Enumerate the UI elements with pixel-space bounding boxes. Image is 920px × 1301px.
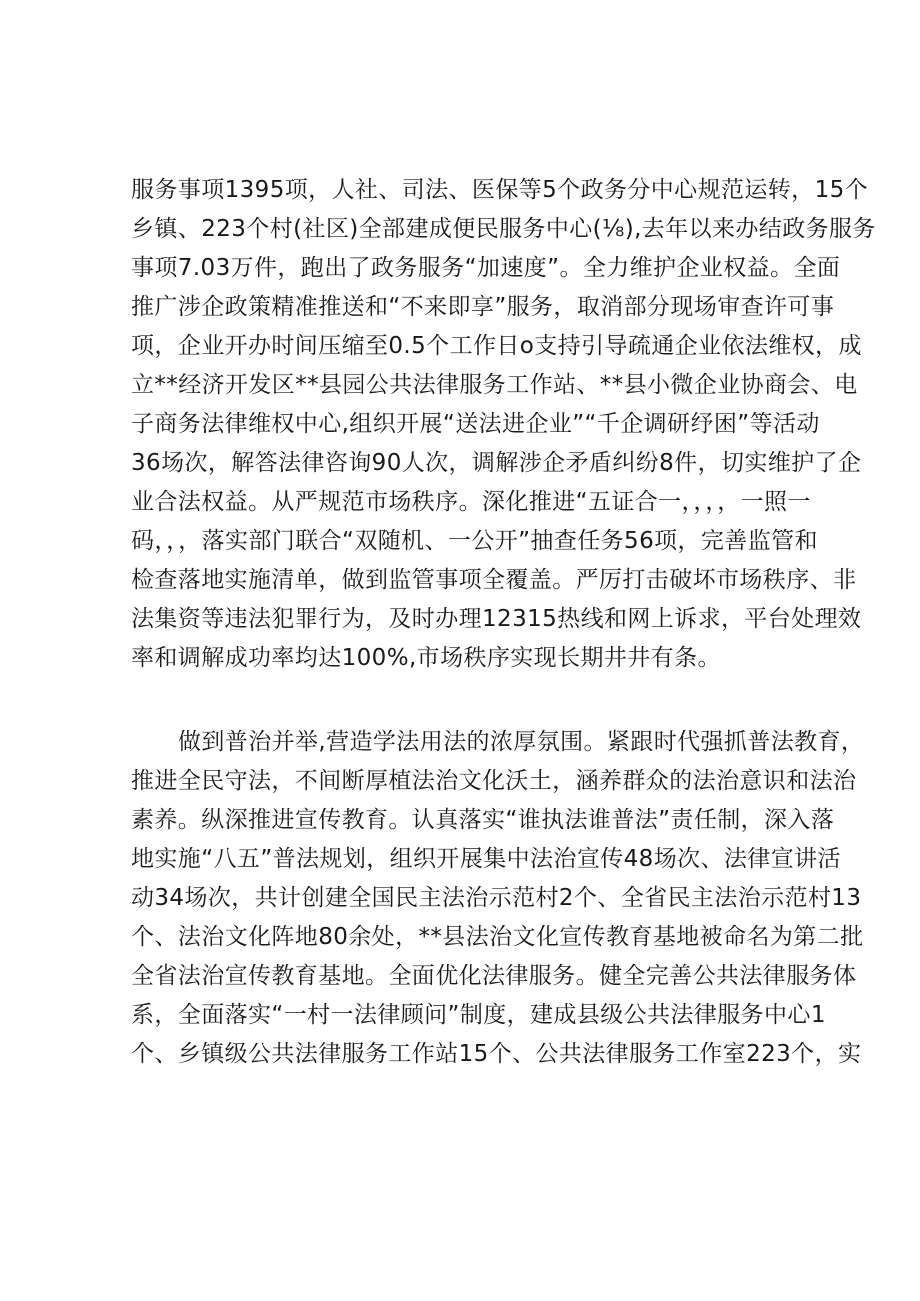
paragraph-1-line-7: 子商务法律维权中心,组织开展“送法进企业”“千企调研纾困”等活动 <box>131 411 820 437</box>
paragraph-1-line-12: 法集资等违法犯罪行为，及时办理12315热线和网上诉求，平台处理效 <box>131 606 862 632</box>
paragraph-2-line-6: 个、法治文化阵地80余处，**县法治文化宣传教育基地被命名为第二批 <box>131 924 864 950</box>
paragraph-2-line-3: 素养。纵深推进宣传教育。认真落实“谁执法谁普法”责任制，深入落 <box>131 807 835 833</box>
paragraph-1-line-1: 服务事项1395项，人社、司法、医保等5个政务分中心规范运转，15个 <box>131 177 869 203</box>
paragraph-1-line-6: 立**经济开发区**县园公共法律服务工作站、**县小微企业协商会、电 <box>131 372 858 398</box>
paragraph-1-line-10: 码，，，落实部门联合“双随机、一公开”抽查任务56项，完善监管和 <box>131 528 818 554</box>
paragraph-2-line-4: 地实施“八五”普法规划，组织开展集中法治宣传48场次、法律宣讲活 <box>131 846 841 872</box>
paragraph-1-line-13: 率和调解成功率均达100%,市场秩序实现长期井井有条。 <box>131 645 721 671</box>
paragraph-2-line-1: 做到普治并举,营造学法用法的浓厚氛围。紧跟时代强抓普法教育， <box>178 729 865 755</box>
paragraph-1-line-9: 业合法权益。从严规范市场秩序。深化推进“五证合一，，，，一照一 <box>131 489 811 515</box>
paragraph-2-line-5: 动34场次，共计创建全国民主法治示范村2个、全省民主法治示范村13 <box>131 885 862 911</box>
paragraph-1-line-3: 事项7.03万件，跑出了政务服务“加速度”。全力维护企业权益。全面 <box>131 255 841 281</box>
paragraph-1-line-4: 推广涉企政策精准推送和“不来即享”服务，取消部分现场审查许可事 <box>131 294 835 320</box>
paragraph-1-line-8: 36场次，解答法律咨询90人次，调解涉企矛盾纠纷8件，切实维护了企 <box>131 450 862 476</box>
paragraph-1-line-2: 乡镇、223个村(社区)全部建成便民服务中心(⅛),去年以来办结政务服务 <box>131 216 876 242</box>
paragraph-2-line-2: 推进全民守法，不间断厚植法治文化沃土，涵养群众的法治意识和法治 <box>131 768 857 794</box>
paragraph-2-line-7: 全省法治宣传教育基地。全面优化法律服务。健全完善公共法律服务体 <box>131 963 857 989</box>
paragraph-2-line-9: 个、乡镇级公共法律服务工作站15个、公共法律服务工作室223个，实 <box>131 1041 862 1067</box>
paragraph-1-line-11: 检查落地实施清单，做到监管事项全覆盖。严厉打击破坏市场秩序、非 <box>131 567 857 593</box>
paragraph-2-line-8: 系，全面落实“一村一法律顾问”制度，建成县级公共法律服务中心1 <box>131 1002 826 1028</box>
paragraph-1-line-5: 项，企业开办时间压缩至0.5个工作日o支持引导疏通企业依法维权，成 <box>131 333 862 359</box>
